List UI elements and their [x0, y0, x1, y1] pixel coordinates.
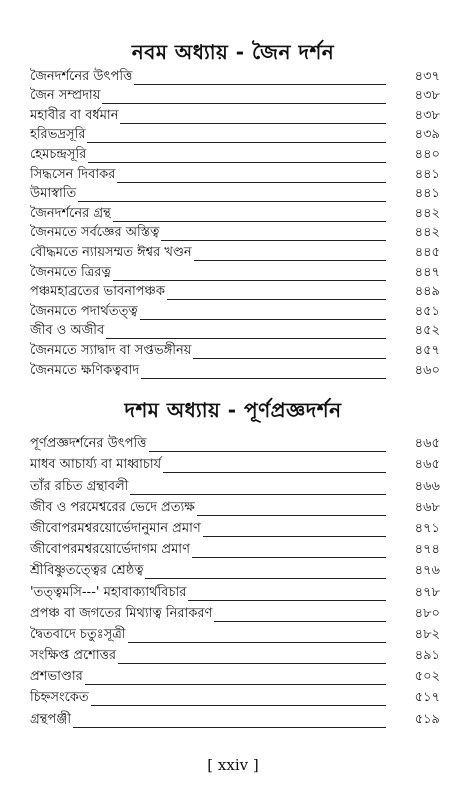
toc-leader-line: [163, 472, 386, 473]
toc-page-number: ৪৩৭: [414, 68, 440, 84]
toc-entry-title: জৈনমতে সর্বজ্ঞের অস্তিত্ব: [30, 225, 160, 241]
toc-entry: [30, 476, 440, 497]
toc-entry: [30, 107, 440, 127]
toc-entry: [30, 519, 440, 540]
toc-entry: [30, 667, 440, 688]
toc-entry: [30, 434, 440, 455]
toc-leader-line: [87, 142, 386, 143]
toc-page-number: ৫০২: [414, 669, 440, 685]
toc-entry-title: জৈনদর্শনের উৎপত্তি: [30, 68, 133, 84]
toc-leader-line: [120, 123, 386, 124]
toc-leader-line: [117, 182, 386, 183]
toc-page-number: ৪৫৭: [414, 342, 440, 358]
toc-leader-line: [134, 84, 386, 85]
toc-entry-title: জীবোপরমশ্বরয়োর্ভেদাগম প্রমাণ: [30, 542, 190, 558]
toc-entry: [30, 540, 440, 561]
toc-page-number: ৪৫২: [414, 323, 440, 339]
toc-entry-title: সংক্ষিপ্ত প্রশোত্তর: [30, 648, 117, 664]
toc-leader-line: [73, 727, 386, 728]
toc-page-number: ৪৩৯: [414, 127, 440, 143]
toc-entry-title: জীবোপরমশ্বরয়োর্ভেদানুমান প্রমাণ: [30, 520, 201, 536]
toc-entry: [30, 127, 440, 147]
toc-entry-title: চিহ্নসংকেত: [30, 690, 89, 706]
toc-entry: [30, 688, 440, 709]
toc-entry-title: উমাস্বাতি: [30, 186, 77, 202]
chapter-9-toc: [30, 68, 440, 382]
toc-page-number: ৪৬৬: [414, 478, 440, 494]
toc-page-number: ৪৬০: [414, 362, 440, 378]
chapter-10-toc: [30, 434, 440, 731]
toc-page-number: ৪৩৮: [414, 107, 440, 123]
toc-page-number: ৪৪১: [414, 166, 440, 182]
toc-entry: [30, 264, 440, 284]
toc-leader-line: [118, 663, 386, 664]
toc-entry-title: জীব ও অজীব: [30, 323, 105, 339]
toc-leader-line: [130, 494, 386, 495]
toc-page-number: ৪৭৬: [414, 563, 440, 579]
toc-page-number: ৪৯১: [414, 648, 440, 664]
toc-entry-title: জৈনমতে পদার্থতত্ত্ব: [30, 303, 138, 319]
toc-entry-title: জৈনমতে ক্ষণিকত্ববাদ: [30, 362, 140, 378]
toc-leader-line: [145, 578, 386, 579]
toc-entry-title: হেমচন্দ্রসূরি: [30, 146, 87, 162]
toc-entry: [30, 186, 440, 206]
toc-page-number: ৪৬৫: [414, 457, 440, 473]
toc-entry-title: পঞ্চমহাব্রতের ভাবনাপঞ্চক: [30, 284, 166, 300]
toc-entry: [30, 323, 440, 343]
toc-page-number: ৪৪৯: [414, 284, 440, 300]
toc-leader-line: [197, 515, 386, 516]
page-number-footer: [ xxiv ]: [207, 756, 259, 774]
toc-page-number: ৪৩৮: [414, 88, 440, 104]
toc-page-number: ৪৪২: [414, 205, 440, 221]
toc-entry-title: জৈনদর্শনের গ্রন্থ: [30, 205, 111, 221]
toc-leader-line: [78, 201, 386, 202]
toc-leader-line: [88, 162, 386, 163]
toc-leader-line: [128, 642, 387, 643]
toc-leader-line: [140, 319, 386, 320]
toc-entry-title: বৌদ্ধমতে ন্যায়সম্মত ঈশ্বর খণ্ডন: [30, 244, 192, 260]
toc-entry-title: সিদ্ধসেন দিবাকর: [30, 166, 116, 182]
toc-entry: [30, 455, 440, 476]
chapter-10-heading: দশম অধ্যায় - পূর্ণপ্রজ্ঞদর্শন: [124, 398, 342, 422]
toc-entry: [30, 68, 440, 88]
toc-leader-line: [203, 536, 386, 537]
toc-entry-title: জৈন সম্প্রদায়: [30, 88, 101, 104]
toc-entry-title: গ্রন্থপঞ্জী: [30, 711, 72, 727]
toc-entry-title: হরিভদ্রসূরি: [30, 127, 86, 143]
toc-page-number: ৪৪০: [414, 146, 440, 162]
toc-entry: [30, 284, 440, 304]
toc-entry-title: মাধব আচার্য্য বা মাধ্বাচার্য: [30, 457, 162, 473]
toc-page-number: ৪৮২: [414, 626, 440, 642]
toc-entry: [30, 205, 440, 225]
toc-entry: [30, 561, 440, 582]
toc-entry: [30, 646, 440, 667]
toc-entry: [30, 166, 440, 186]
toc-entry: [30, 498, 440, 519]
toc-entry: [30, 303, 440, 323]
toc-leader-line: [188, 600, 386, 601]
toc-page-number: ৪৭৮: [414, 584, 440, 600]
toc-page-number: ৪৪১: [414, 186, 440, 202]
toc-entry: [30, 146, 440, 166]
toc-leader-line: [85, 684, 386, 685]
toc-entry: [30, 709, 440, 730]
toc-page-number: ৪৪৭: [414, 264, 440, 280]
toc-page-number: ৪৭১: [414, 520, 440, 536]
toc-entry: [30, 342, 440, 362]
toc-entry-title: জৈনমতে স্যাদ্বাদ বা সপ্তভঙ্গীনয়: [30, 342, 192, 358]
toc-entry-title: জৈনমতে ত্রিরত্ন: [30, 264, 111, 280]
toc-leader-line: [194, 260, 386, 261]
toc-entry: [30, 88, 440, 108]
toc-page-number: ৪৬৮: [414, 499, 440, 515]
toc-leader-line: [193, 358, 386, 359]
toc-entry-title: মহাবীর বা বর্ধমান: [30, 107, 119, 123]
toc-entry: [30, 362, 440, 382]
toc-leader-line: [113, 221, 386, 222]
toc-page-number: ৫১৭: [414, 690, 440, 706]
toc-entry: [30, 582, 440, 603]
toc-page-number: ৪৪৫: [414, 244, 440, 260]
toc-page-number: ৪৫১: [414, 303, 440, 319]
toc-leader-line: [102, 103, 386, 104]
toc-leader-line: [167, 299, 386, 300]
toc-page-number: ৪৪২: [414, 225, 440, 241]
toc-leader-line: [149, 451, 386, 452]
toc-entry: [30, 604, 440, 625]
toc-leader-line: [214, 621, 386, 622]
toc-entry: [30, 625, 440, 646]
toc-entry-title: তাঁর রচিত গ্রন্থাবলী: [30, 478, 129, 494]
toc-page-number: ৪৬৫: [414, 436, 440, 452]
toc-entry-title: প্রশভাণ্ডার: [30, 669, 83, 685]
toc-entry-title: জীব ও পরমেশ্বরের ভেদে প্রত্যক্ষ: [30, 499, 195, 515]
toc-page-number: ৪৮০: [414, 605, 440, 621]
chapter-9-heading: নবম অধ্যায় - জৈন দর্শন: [131, 40, 335, 64]
toc-leader-line: [106, 338, 386, 339]
toc-page-number: ৫১৯: [414, 711, 440, 727]
toc-entry: [30, 244, 440, 264]
toc-leader-line: [113, 280, 386, 281]
toc-leader-line: [141, 378, 386, 379]
toc-entry-title: দ্বৈতবাদে চতুঃসূত্রী: [30, 626, 126, 642]
toc-leader-line: [192, 557, 386, 558]
toc-leader-line: [91, 705, 386, 706]
toc-entry: [30, 225, 440, 245]
toc-entry-title: 'তত্ত্বমসি---' মহাবাক্যার্থবিচার: [30, 584, 187, 600]
toc-entry-title: পূর্ণপ্রজ্ঞদর্শনের উৎপত্তি: [30, 436, 147, 452]
toc-entry-title: শ্রীবিষ্ণুতত্ত্বের শ্রেষ্ঠত্ব: [30, 563, 144, 579]
toc-leader-line: [161, 240, 386, 241]
toc-page-number: ৪৭৪: [414, 542, 440, 558]
toc-entry-title: প্রপঞ্চ বা জগতের মিথ্যাত্ব নিরাকরণ: [30, 605, 213, 621]
